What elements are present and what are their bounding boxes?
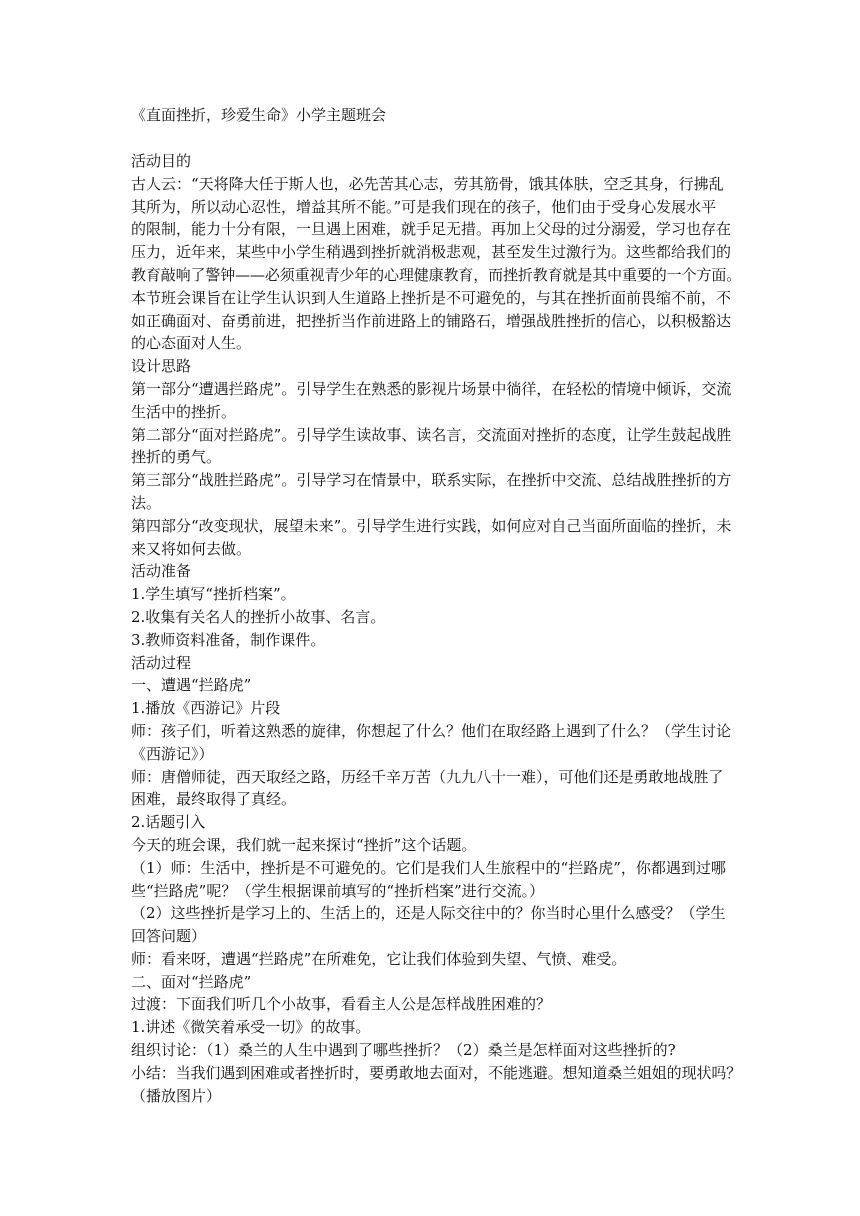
paragraph-line: （1）师：生活中，挫折是不可避免的。它们是我们人生旅程中的“拦路虎”，你都遇到过哪 [131,858,726,877]
paragraph-line: 生活中的挫折。 [131,402,237,421]
subsection-heading: 二、面对“拦路虎” [131,972,252,991]
paragraph-line: 第二部分“面对拦路虎”。引导学生读故事、读名言，交流面对挫折的态度，让学生鼓起战胜 [131,425,732,444]
paragraph-line: 挫折的勇气。 [131,448,222,467]
paragraph-line: 今天的班会课，我们就一起来探讨“挫折”这个话题。 [131,835,477,854]
paragraph-line: （播放图片） [131,1086,222,1105]
paragraph-line: 教育敲响了警钟——必须重视青少年的心理健康教育，而挫折教育就是其中重要的一个方面。 [131,265,742,284]
list-item: 2.收集有关名人的挫折小故事、名言。 [131,607,386,626]
paragraph-line: 来又将如何去做。 [131,539,252,558]
paragraph-line: 师：看来呀，遭遇“拦路虎”在所难免，它让我们体验到失望、气愤、难受。 [131,949,627,968]
list-item: 3.教师资料准备，制作课件。 [131,630,326,649]
paragraph-line: 回答问题） [131,927,207,946]
paragraph-line: 些“拦路虎”呢？（学生根据课前填写的“挫折档案”进行交流。） [131,881,545,900]
paragraph-line: 困难，最终取得了真经。 [131,790,297,809]
section-heading-purpose: 活动目的 [131,152,192,170]
list-item: 1.播放《西游记》片段 [131,699,281,718]
document-body [131,150,741,1107]
paragraph-line: 第四部分“改变现状，展望未来”。引导学生进行实践，如何应对自己当面所面临的挫折，未 [131,516,732,535]
paragraph-line: 古人云：“天将降大任于斯人也，必先苦其心志，劳其筋骨，饿其体肤，空乏其身，行拂乱 [131,174,724,193]
paragraph-line: 第三部分“战胜拦路虎”。引导学习在情景中，联系实际，在挫折中交流、总结战胜挫折的方 [131,471,732,490]
paragraph-line: 小结：当我们遇到困难或者挫折时，要勇敢地去面对，不能逃避。想知道桑兰姐姐的现状吗？ [131,1063,742,1082]
paragraph-line: 过渡：下面我们听几个小故事，看看主人公是怎样战胜困难的？ [131,995,552,1014]
paragraph-line: （2）这些挫折是学习上的、生活上的，还是人际交往中的？你当时心里什么感受？（学生 [131,904,726,923]
section-heading-process: 活动过程 [131,653,192,672]
paragraph-line: 本节班会课旨在让学生认识到人生道路上挫折是不可避免的，与其在挫折面前畏缩不前，不 [131,288,732,307]
section-heading-preparation: 活动准备 [131,562,192,581]
paragraph-line: 《西游记》） [131,744,214,763]
list-item: 1.学生填写“挫折档案”。 [131,585,296,604]
paragraph-line: 组织讨论：（1）桑兰的人生中遇到了哪些挫折？（2）桑兰是怎样面对这些挫折的? [131,1041,676,1060]
list-item: 2.话题引入 [131,813,206,832]
paragraph-line: 的心态面对人生。 [131,334,252,353]
list-item: 1.讲述《微笑着承受一切》的故事。 [131,1018,371,1037]
paragraph-line: 压力，近年来，某些中小学生稍遇到挫折就消极悲观，甚至发生过激行为。这些都给我们的 [131,243,732,262]
paragraph-line: 的限制，能力十分有限，一旦遇上困难，就手足无措。再加上父母的过分溺爱，学习也存在 [131,220,732,239]
subsection-heading: 一、遭遇“拦路虎” [131,676,252,695]
paragraph-line: 第一部分“遭遇拦路虎”。引导学生在熟悉的影视片场景中徜徉，在轻松的情境中倾诉，交流 [131,379,732,398]
paragraph-line: 法。 [131,493,162,512]
paragraph-line: 师：孩子们，听着这熟悉的旋律，你想起了什么？他们在取经路上遇到了什么？（学生讨论 [131,721,732,740]
paragraph-line: 其所为，所以动心忍性，增益其所不能。”可是我们现在的孩子，他们由于受身心发展水平 [131,197,717,216]
paragraph-line: 如正确面对、奋勇前进，把挫折当作前进路上的铺路石，增强战胜挫折的信心，以积极豁达 [131,311,732,330]
section-heading-design: 设计思路 [131,357,192,376]
document-title: 《直面挫折，珍爱生命》小学主题班会 [131,106,387,124]
paragraph-line: 师：唐僧师徒，西天取经之路，历经千辛万苦（九九八十一难），可他们还是勇敢地战胜了 [131,767,724,786]
